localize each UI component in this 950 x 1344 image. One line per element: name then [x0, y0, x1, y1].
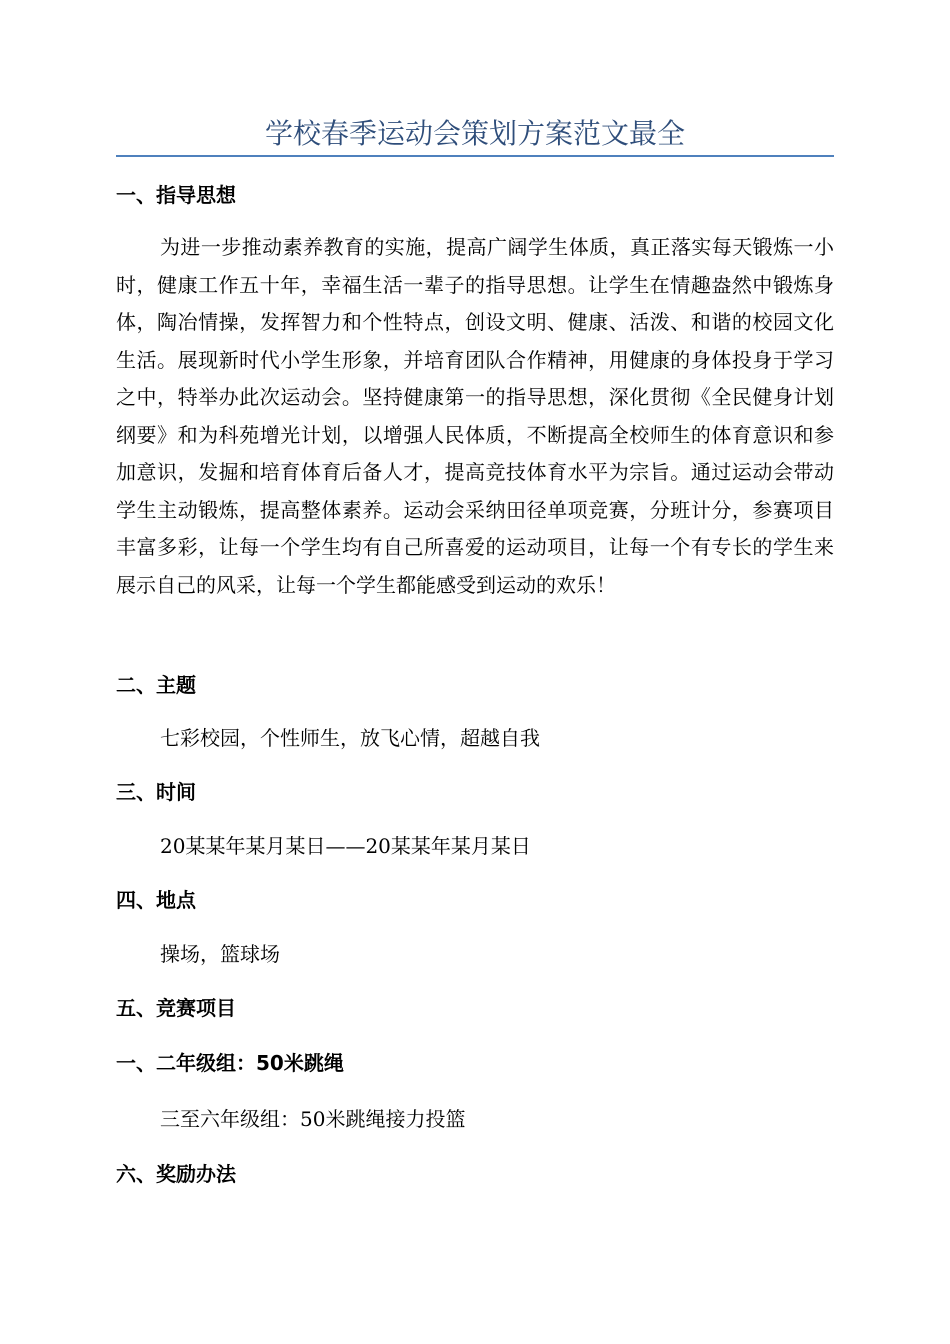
section-body-grade-3-6-group: 三至六年级组：50米跳绳接力投篮 [160, 1107, 466, 1131]
section-heading-guiding-ideology: 一、指导思想 [116, 183, 236, 207]
section-heading-grade-1-2-group: 一、二年级组：50米跳绳 [116, 1051, 344, 1075]
section-body-theme: 七彩校园，个性师生，放飞心情，超越自我 [160, 726, 540, 750]
section-heading-theme: 二、主题 [116, 673, 196, 697]
title-underline [116, 155, 834, 157]
section-heading-location: 四、地点 [116, 888, 196, 912]
document-title: 学校春季运动会策划方案范文最全 [264, 117, 685, 150]
section-body-time: 20某某年某月某日——20某某年某月某日 [160, 834, 531, 858]
section-body-guiding-ideology: 为进一步推动素养教育的实施，提高广阔学生体质，真正落实每天锻炼一小时，健康工作五十年，幸福生活一辈子的指导思想。让学生在情趣盎然中锻炼身体，陶冶情操，发挥智力和个性特点，创设文明、健康、活泼、和谐的校园文化生活。展现新时代小学生形象，并培育团队合作精神，用健康的身体投身于学习之中，特举办此次运动会。坚持健康第一的指导思想，深化贯彻《全民健身计划纲要》和为科苑增光计划，以增强人民体质，不断提高全校师生的体育意识和参加意识，发掘和培育体育后备人才，提高竞技体育水平为宗旨。通过运动会带动学生主动锻炼，提高整体素养。运动会采纳田径单项竞赛，分班计分，参赛项目丰富多彩，让每一个学生均有自己所喜爱的运动项目，让每一个有专长的学生来展示自己的风采，让每一个学生都能感受到运动的欢乐！ [116, 235, 834, 597]
section-heading-events: 五、竞赛项目 [116, 996, 236, 1020]
section-heading-time: 三、时间 [116, 780, 196, 804]
section-heading-awards: 六、奖励办法 [116, 1162, 236, 1186]
section-body-location: 操场，篮球场 [160, 942, 280, 966]
